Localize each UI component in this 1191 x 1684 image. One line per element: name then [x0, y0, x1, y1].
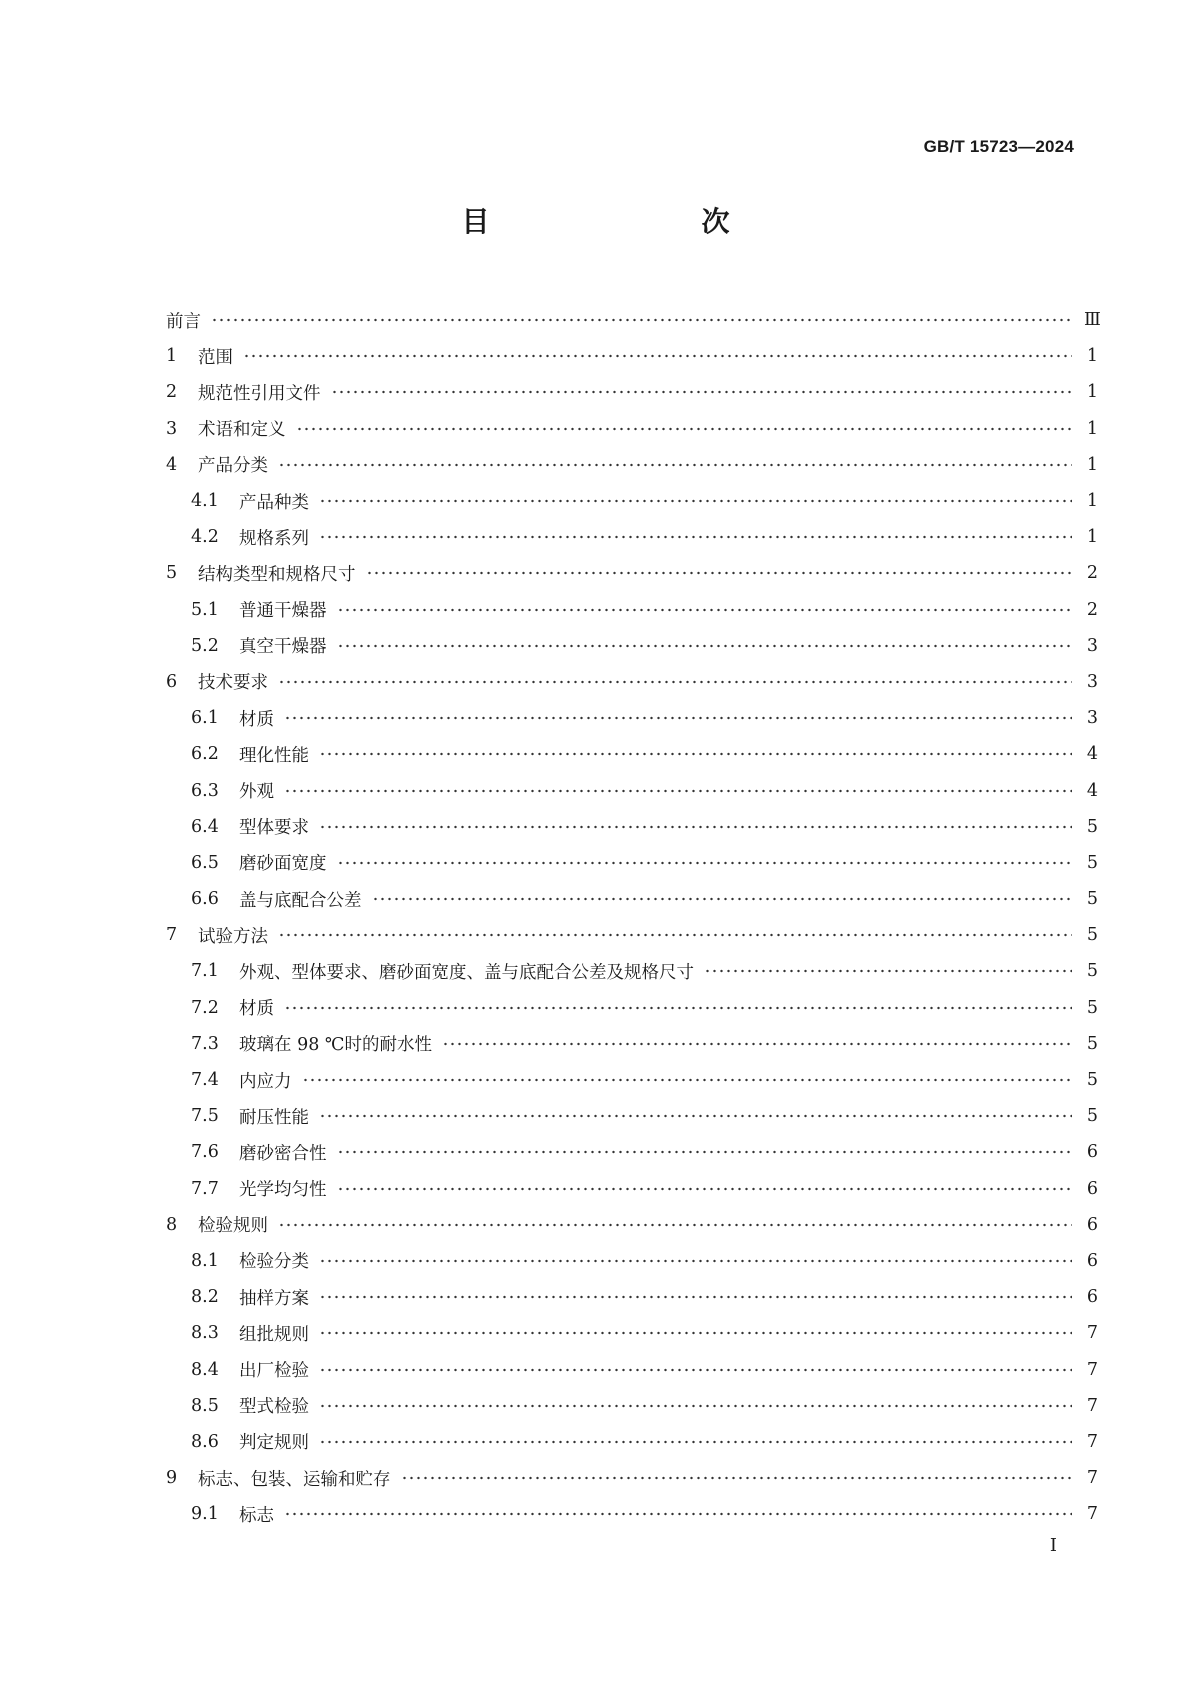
- table-of-contents: [166, 302, 1101, 1532]
- toc-entry[interactable]: [166, 592, 1098, 628]
- toc-entry-label: 术语和定义: [198, 420, 286, 441]
- dot-leader: [211, 302, 1072, 338]
- toc-entry-page: 4: [1086, 744, 1098, 765]
- toc-entry-number: 6: [166, 671, 178, 692]
- toc-entry-number: 6.6: [191, 889, 219, 910]
- dot-leader: [366, 555, 1073, 591]
- dot-leader: [319, 809, 1072, 845]
- toc-entry[interactable]: [166, 411, 1098, 447]
- toc-entry-page: 4: [1086, 780, 1098, 801]
- dot-leader: [319, 736, 1072, 772]
- toc-entry-number: 7: [166, 925, 178, 946]
- toc-entry-number: 7.3: [191, 1033, 219, 1054]
- toc-entry-label: 产品分类: [198, 456, 268, 477]
- toc-entry-number: 7.7: [191, 1178, 219, 1199]
- toc-entry-number: 4.1: [191, 491, 219, 512]
- toc-entry-label: 材质: [239, 709, 274, 730]
- toc-entry[interactable]: [166, 1388, 1098, 1424]
- toc-entry[interactable]: [166, 845, 1098, 881]
- dot-leader: [302, 1062, 1073, 1098]
- toc-entry-number: 8: [166, 1214, 178, 1235]
- toc-entry-page: 6: [1086, 1250, 1098, 1271]
- toc-entry[interactable]: [166, 809, 1098, 845]
- dot-leader: [243, 338, 1072, 374]
- dot-leader: [319, 1243, 1072, 1279]
- toc-entry-label: 型体要求: [239, 818, 309, 839]
- toc-entry-page: 3: [1086, 708, 1098, 729]
- toc-entry-page: 6: [1086, 1214, 1098, 1235]
- toc-entry[interactable]: [166, 555, 1098, 591]
- dot-leader: [319, 1352, 1072, 1388]
- dot-leader: [278, 447, 1072, 483]
- toc-entry[interactable]: [166, 1207, 1098, 1243]
- toc-entry[interactable]: [166, 772, 1098, 808]
- toc-entry[interactable]: [166, 1098, 1098, 1134]
- toc-entry[interactable]: [166, 1279, 1098, 1315]
- toc-entry[interactable]: [166, 664, 1098, 700]
- dot-leader: [296, 411, 1073, 447]
- toc-entry-number: 9.1: [191, 1504, 219, 1525]
- toc-entry-label: 试验方法: [198, 926, 268, 947]
- toc-entry[interactable]: [166, 1351, 1098, 1387]
- toc-entry-label: 材质: [239, 999, 274, 1020]
- toc-entry-label: 出厂检验: [239, 1361, 309, 1382]
- toc-entry-page: 7: [1086, 1359, 1098, 1380]
- toc-entry-label: 技术要求: [198, 673, 268, 694]
- toc-entry-page: Ⅲ: [1084, 310, 1101, 331]
- toc-entry[interactable]: [166, 990, 1098, 1026]
- dot-leader: [331, 374, 1073, 410]
- dot-leader: [319, 1424, 1072, 1460]
- toc-entry-number: 7.5: [191, 1106, 219, 1127]
- toc-entry-label: 标志、包装、运输和贮存: [198, 1469, 391, 1490]
- toc-entry[interactable]: [166, 1460, 1098, 1496]
- toc-entry-number: 7.1: [191, 961, 219, 982]
- toc-entry[interactable]: [166, 483, 1098, 519]
- dot-leader: [319, 483, 1072, 519]
- toc-entry-page: 5: [1086, 997, 1098, 1018]
- toc-entry-label: 耐压性能: [239, 1107, 309, 1128]
- dot-leader: [337, 628, 1073, 664]
- dot-leader: [278, 664, 1072, 700]
- toc-entry-page: 7: [1086, 1395, 1098, 1416]
- toc-entry-label: 磨砂密合性: [239, 1143, 327, 1164]
- toc-entry-label: 结构类型和规格尺寸: [198, 564, 356, 585]
- toc-entry[interactable]: [166, 881, 1098, 917]
- toc-entry-label: 普通干燥器: [239, 601, 327, 622]
- toc-entry[interactable]: [166, 736, 1098, 772]
- toc-entry-page: 6: [1086, 1142, 1098, 1163]
- toc-entry[interactable]: [166, 953, 1098, 989]
- dot-leader: [284, 990, 1072, 1026]
- toc-entry-page: 1: [1086, 527, 1098, 548]
- toc-entry-label: 外观、型体要求、磨砂面宽度、盖与底配合公差及规格尺寸: [239, 962, 694, 983]
- dot-leader: [284, 700, 1072, 736]
- toc-entry-page: 1: [1086, 346, 1098, 367]
- toc-entry-number: 7.4: [191, 1070, 219, 1091]
- toc-entry-label: 外观: [239, 782, 274, 803]
- toc-entry-label: 内应力: [239, 1071, 292, 1092]
- standard-code: GB/T 15723—2024: [923, 137, 1074, 156]
- toc-entry[interactable]: [166, 1424, 1098, 1460]
- toc-entry[interactable]: [166, 1315, 1098, 1351]
- toc-entry-page: 5: [1086, 1070, 1098, 1091]
- toc-entry-page: 1: [1086, 382, 1098, 403]
- toc-entry-label: 玻璃在 98 ℃时的耐水性: [239, 1035, 432, 1056]
- toc-entry-number: 8.2: [191, 1287, 219, 1308]
- dot-leader: [337, 592, 1073, 628]
- toc-entry[interactable]: [166, 338, 1098, 374]
- toc-entry[interactable]: [166, 700, 1098, 736]
- toc-entry[interactable]: [166, 1026, 1098, 1062]
- dot-leader: [319, 1279, 1072, 1315]
- toc-entry-page: 1: [1086, 491, 1098, 512]
- toc-entry-number: 6.5: [191, 852, 219, 873]
- toc-entry-number: 5.1: [191, 599, 219, 620]
- toc-entry-number: 7.6: [191, 1142, 219, 1163]
- toc-entry-label: 抽样方案: [239, 1288, 309, 1309]
- toc-entry-page: 1: [1086, 454, 1098, 475]
- toc-entry[interactable]: [166, 519, 1098, 555]
- toc-entry-page: 5: [1086, 852, 1098, 873]
- toc-entry-label: 检验分类: [239, 1252, 309, 1273]
- toc-title: 目 次: [461, 205, 782, 238]
- toc-entry-number: 6.3: [191, 780, 219, 801]
- dot-leader: [278, 1207, 1072, 1243]
- dot-leader: [284, 1496, 1072, 1532]
- toc-entry-number: 7.2: [191, 997, 219, 1018]
- toc-entry[interactable]: [166, 1243, 1098, 1279]
- dot-leader: [401, 1460, 1073, 1496]
- toc-entry-page: 6: [1086, 1178, 1098, 1199]
- toc-entry-number: 8.3: [191, 1323, 219, 1344]
- toc-entry[interactable]: [166, 628, 1098, 664]
- toc-entry-page: 5: [1086, 925, 1098, 946]
- toc-entry-page: 7: [1086, 1323, 1098, 1344]
- toc-entry-label: 磨砂面宽度: [239, 854, 327, 875]
- dot-leader: [442, 1026, 1072, 1062]
- toc-entry-label: 标志: [239, 1505, 274, 1526]
- dot-leader: [337, 1134, 1073, 1170]
- toc-entry-label: 检验规则: [198, 1216, 268, 1237]
- toc-entry-page: 5: [1086, 889, 1098, 910]
- page-number: I: [1049, 1535, 1057, 1556]
- toc-entry-page: 3: [1086, 635, 1098, 656]
- toc-entry-number: 6.1: [191, 708, 219, 729]
- toc-entry-number: 9: [166, 1468, 178, 1489]
- toc-entry[interactable]: [166, 917, 1098, 953]
- toc-entry-label: 组批规则: [239, 1324, 309, 1345]
- toc-entry-page: 5: [1086, 816, 1098, 837]
- toc-entry-number: 8.4: [191, 1359, 219, 1380]
- toc-entry-page: 5: [1086, 961, 1098, 982]
- toc-entry-label: 前言: [166, 311, 201, 332]
- dot-leader: [704, 953, 1072, 989]
- toc-entry-page: 7: [1086, 1504, 1098, 1525]
- toc-entry-page: 6: [1086, 1287, 1098, 1308]
- toc-entry-label: 型式检验: [239, 1397, 309, 1418]
- toc-entry[interactable]: [166, 1496, 1098, 1532]
- dot-leader: [319, 1315, 1072, 1351]
- dot-leader: [337, 1171, 1073, 1207]
- toc-entry-number: 8.6: [191, 1431, 219, 1452]
- toc-entry-page: 7: [1086, 1468, 1098, 1489]
- dot-leader: [278, 917, 1072, 953]
- dot-leader: [319, 1388, 1072, 1424]
- toc-entry-page: 3: [1086, 671, 1098, 692]
- toc-entry[interactable]: [166, 1134, 1098, 1170]
- toc-entry-label: 盖与底配合公差: [239, 890, 362, 911]
- toc-entry-page: 5: [1086, 1033, 1098, 1054]
- dot-leader: [284, 773, 1072, 809]
- toc-entry-label: 规范性引用文件: [198, 383, 321, 404]
- dot-leader: [319, 1098, 1072, 1134]
- toc-entry-number: 8.5: [191, 1395, 219, 1416]
- toc-entry-number: 4: [166, 454, 178, 475]
- dot-leader: [337, 845, 1073, 881]
- toc-entry[interactable]: [166, 302, 1101, 338]
- toc-entry-number: 2: [166, 382, 178, 403]
- toc-entry-number: 6.2: [191, 744, 219, 765]
- toc-entry[interactable]: [166, 374, 1098, 410]
- toc-entry-label: 范围: [198, 347, 233, 368]
- toc-entry-label: 理化性能: [239, 745, 309, 766]
- toc-entry-number: 5: [166, 563, 178, 584]
- toc-entry-label: 产品种类: [239, 492, 309, 513]
- toc-entry[interactable]: [166, 1171, 1098, 1207]
- toc-entry-label: 光学均匀性: [239, 1180, 327, 1201]
- toc-entry-page: 5: [1086, 1106, 1098, 1127]
- dot-leader: [319, 519, 1072, 555]
- toc-entry-page: 1: [1086, 418, 1098, 439]
- toc-entry-label: 规格系列: [239, 528, 309, 549]
- toc-entry-label: 判定规则: [239, 1433, 309, 1454]
- toc-entry-page: 2: [1086, 563, 1098, 584]
- toc-entry-number: 6.4: [191, 816, 219, 837]
- toc-entry-number: 5.2: [191, 635, 219, 656]
- toc-entry-label: 真空干燥器: [239, 637, 327, 658]
- toc-entry-number: 3: [166, 418, 178, 439]
- toc-entry-number: 1: [166, 346, 178, 367]
- dot-leader: [372, 881, 1073, 917]
- toc-entry-number: 8.1: [191, 1250, 219, 1271]
- toc-entry[interactable]: [166, 447, 1098, 483]
- toc-entry-number: 4.2: [191, 527, 219, 548]
- toc-entry-page: 2: [1086, 599, 1098, 620]
- toc-entry-page: 7: [1086, 1431, 1098, 1452]
- toc-entry[interactable]: [166, 1062, 1098, 1098]
